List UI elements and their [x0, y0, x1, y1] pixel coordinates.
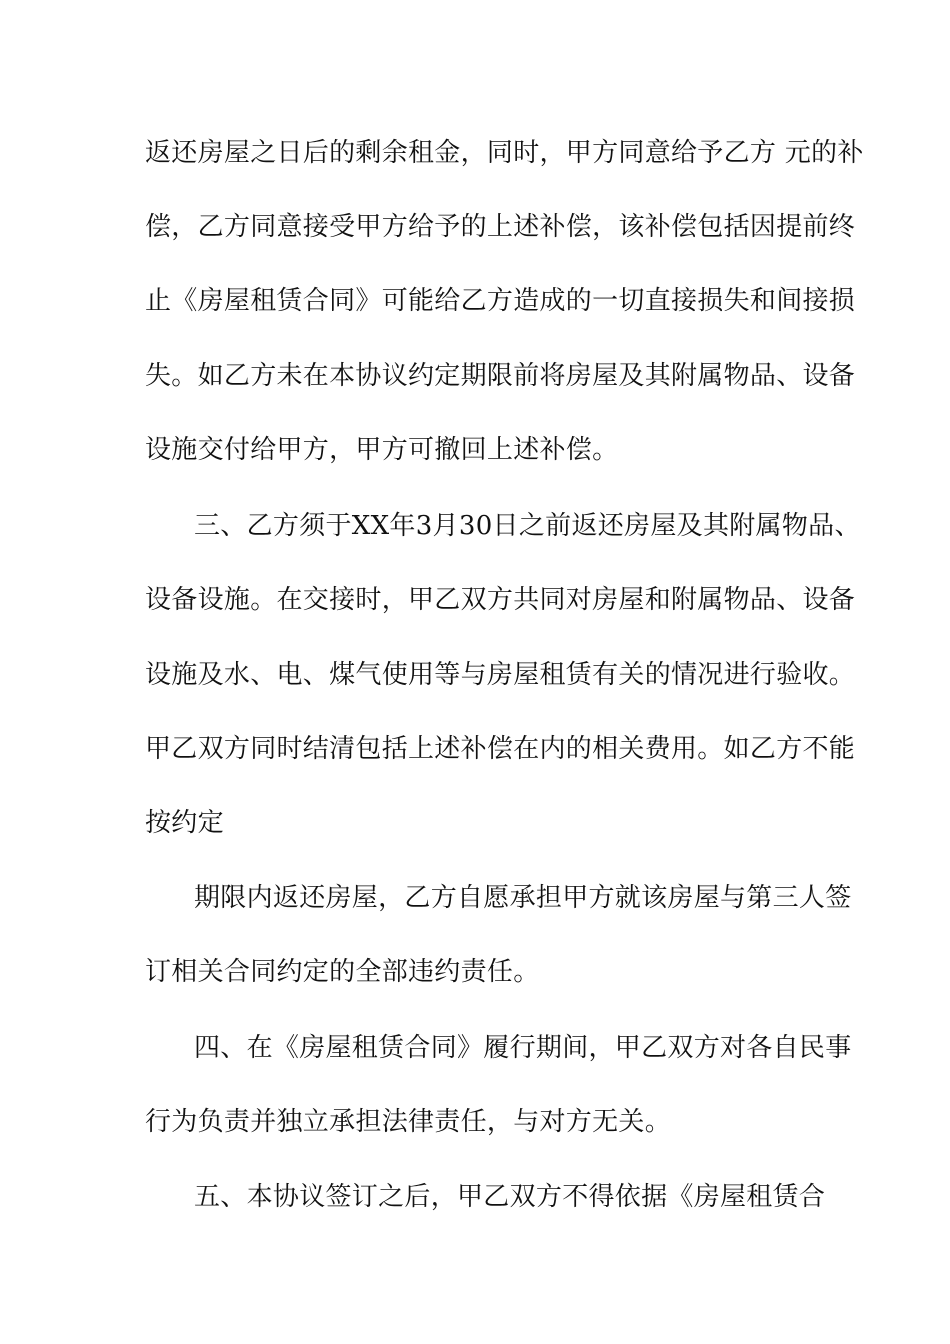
text-line: 偿，乙方同意接受甲方给予的上述补偿，该补偿包括因提前终 [145, 212, 856, 242]
text-line: 设备设施。在交接时，甲乙双方共同对房屋和附属物品、设备 [145, 585, 856, 615]
text-line: 甲乙双方同时结清包括上述补偿在内的相关费用。如乙方不能 [145, 734, 856, 764]
text-line: 设施交付给甲方，甲方可撤回上述补偿。 [145, 435, 619, 465]
paragraph-continuation: 期限内返还房屋，乙方自愿承担甲方就该房屋与第三人签 [194, 883, 852, 913]
text-line: 订相关合同约定的全部违约责任。 [145, 957, 540, 987]
text-line: 按约定 [145, 808, 224, 838]
text-line: 失。如乙方未在本协议约定期限前将房屋及其附属物品、设备 [145, 361, 856, 391]
paragraph-3-start: 三、乙方须于XX年3月30日之前返还房屋及其附属物品、 [194, 511, 861, 541]
paragraph-5-start: 五、本协议签订之后，甲乙双方不得依据《房屋租赁合 [194, 1182, 826, 1212]
text-line: 设施及水、电、煤气使用等与房屋租赁有关的情况进行验收。 [145, 660, 856, 690]
text-line: 返还房屋之日后的剩余租金，同时，甲方同意给予乙方 元的补 [145, 138, 864, 168]
text-line: 行为负责并独立承担法律责任，与对方无关。 [145, 1107, 672, 1137]
paragraph-4-start: 四、在《房屋租赁合同》履行期间，甲乙双方对各自民事 [194, 1033, 852, 1063]
text-line: 止《房屋租赁合同》可能给乙方造成的一切直接损失和间接损 [145, 286, 856, 316]
